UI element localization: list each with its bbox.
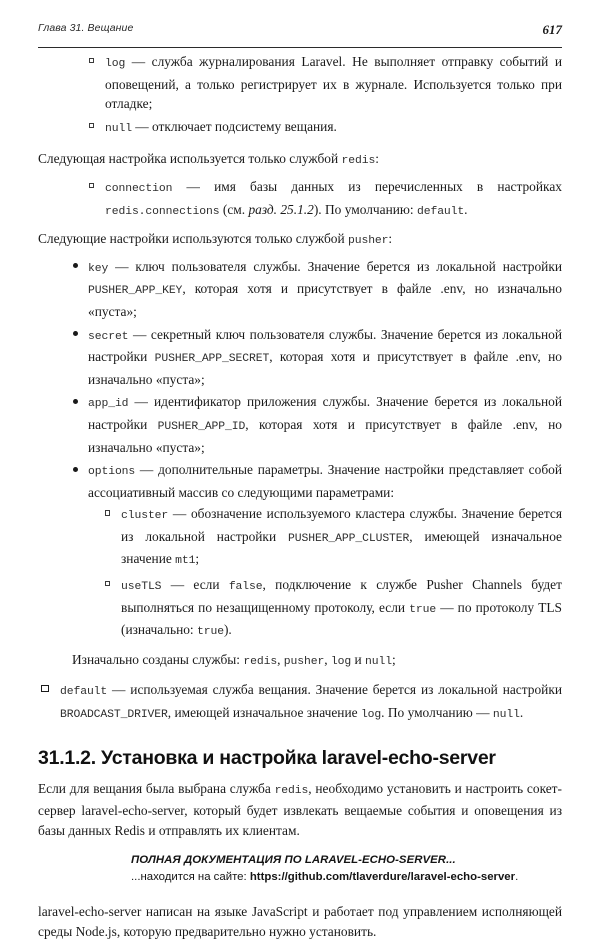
list-item: [72, 460, 562, 643]
code-token: mt1: [175, 555, 196, 568]
text-fragment: ;: [195, 551, 200, 567]
list-item: [72, 325, 562, 390]
services-list: [88, 52, 562, 139]
text-fragment: — секретный ключ пользователя службы. Значение берется из локальной настройки: [88, 326, 562, 365]
text-fragment: ,: [324, 651, 331, 667]
text-fragment: .: [515, 871, 519, 884]
item-text: — служба журналирования Laravel. Не выполняет отправку событий и оповещений, а только регистрирует их в журнале. Используется только при отладке;: [105, 54, 562, 112]
square-bullet-icon: [89, 123, 94, 128]
code-token: true: [197, 626, 224, 639]
text-fragment: ...находится на сайте:: [131, 871, 250, 884]
default-setting-list: [38, 680, 562, 725]
cross-reference: разд. 25.1.2: [248, 201, 314, 217]
text-fragment: Следующие настройки используются только службой: [38, 231, 348, 247]
text-fragment: , которая хотя и присутствует в файле .env, но изначально «пуста»;: [88, 349, 562, 387]
code-token: pusher: [347, 235, 389, 248]
code-token: BROADCAST_DRIVER: [60, 709, 168, 722]
code-token: true: [409, 603, 437, 616]
code-token: cluster: [121, 510, 169, 523]
code-token: log: [105, 58, 126, 70]
list-item: [88, 52, 562, 114]
code-token: PUSHER_APP_KEY: [88, 285, 183, 298]
code-token: key: [88, 262, 109, 275]
code-token: redis: [274, 784, 309, 797]
text-fragment: ).: [223, 622, 232, 638]
section-heading: 31.1.2. Установка и настройка laravel-echo-server: [38, 746, 496, 769]
text-fragment: :: [388, 231, 393, 247]
pusher-intro-paragraph: [38, 229, 562, 252]
list-item: [72, 257, 562, 322]
text-fragment: ). По умолчанию:: [313, 201, 417, 217]
running-head-chapter: Глава 31. Вещание: [38, 22, 134, 34]
code-token: secret: [88, 330, 129, 343]
callout-body: [131, 869, 556, 885]
text-fragment: ,: [277, 651, 284, 667]
code-token: redis.connections: [105, 205, 220, 218]
text-fragment: , которая хотя и присутствует в файле .env, но изначально «пуста»;: [88, 281, 562, 319]
text-fragment: (см.: [219, 201, 249, 217]
page-content: [38, 52, 562, 943]
code-token: default: [416, 205, 465, 218]
text-fragment: Изначально созданы службы:: [72, 651, 244, 667]
text-fragment: — по протоколу TLS (изначально:: [121, 599, 563, 638]
pusher-settings-list: [72, 257, 562, 643]
text-fragment: .: [519, 705, 524, 721]
round-bullet-icon: [73, 263, 78, 268]
section-intro-paragraph: [38, 779, 562, 841]
text-fragment: — ключ пользователя службы. Значение берется из локальной настройки: [108, 258, 562, 274]
redis-intro-paragraph: [38, 149, 562, 172]
code-token: useTLS: [121, 581, 162, 594]
code-token: PUSHER_APP_SECRET: [154, 353, 270, 366]
text-fragment: , подключение к службе Pusher Channels будет выполняться по незащищенному протоколу, если: [121, 577, 562, 615]
options-sub-list: [104, 504, 562, 643]
round-bullet-icon: [73, 467, 78, 472]
round-bullet-icon: [73, 399, 78, 404]
text-fragment: — используемая служба вещания. Значение берется из локальной настройки: [107, 682, 562, 698]
code-token: options: [88, 466, 136, 479]
callout-link[interactable]: https://github.com/tlaverdure/laravel-echo-server: [249, 871, 516, 884]
round-bullet-icon: [73, 331, 78, 336]
code-token: pusher: [283, 655, 325, 668]
list-item: [38, 680, 562, 725]
code-token: log: [330, 655, 352, 668]
code-token: app_id: [88, 398, 129, 411]
text-fragment: ;: [391, 651, 396, 667]
square-bullet-icon: [89, 58, 94, 63]
callout-box: [38, 853, 562, 885]
code-token: log: [360, 709, 382, 722]
callout-title: ПОЛНАЯ ДОКУМЕНТАЦИЯ ПО LARAVEL-ECHO-SERVER...: [131, 854, 456, 867]
text-fragment: — имя базы данных из перечисленных в настройках: [172, 178, 562, 194]
square-bullet-icon: [89, 183, 94, 188]
spacer: [38, 142, 562, 149]
running-head: [38, 22, 562, 48]
code-token: null: [492, 709, 520, 722]
text-fragment: Следующая настройка используется только службой: [38, 151, 342, 167]
code-token: PUSHER_APP_CLUSTER: [288, 532, 410, 545]
item-text: — отключает подсистему вещания.: [131, 118, 337, 134]
text-fragment: .: [464, 201, 468, 217]
text-fragment: . По умолчанию —: [381, 705, 493, 721]
list-item: [104, 504, 562, 572]
list-item: [88, 117, 562, 140]
text-fragment: — идентификатор приложения службы. Значение берется из локальной настройки: [88, 394, 562, 432]
code-token: false: [228, 581, 263, 594]
text-fragment: :: [375, 151, 379, 167]
page-number: 617: [542, 22, 562, 37]
code-token: null: [105, 122, 132, 135]
tail-paragraph: laravel-echo-server написан на языке JavaScript и работает под управлением исполняющей среды Node.js, которую предварительно нужно установить.: [38, 904, 562, 939]
code-token: redis: [243, 655, 278, 668]
text-fragment: — если: [161, 577, 229, 593]
spacer: [38, 673, 562, 680]
initial-services-paragraph: [72, 650, 562, 673]
text-fragment: — обозначение используемого кластера службы. Значение берется из локальной настройки: [121, 506, 562, 544]
text-fragment: — дополнительные параметры. Значение настройки представляет собой ассоциативный массив со следующими параметрами:: [88, 462, 562, 500]
hollow-square-bullet-icon: [41, 685, 49, 693]
text-fragment: Если для вещания была выбрана служба: [38, 780, 275, 796]
code-token: connection: [105, 182, 173, 195]
redis-settings-list: [88, 177, 562, 222]
code-token: PUSHER_APP_ID: [157, 420, 246, 433]
code-token: default: [60, 686, 108, 699]
list-item: [104, 575, 562, 643]
list-item: [88, 177, 562, 222]
text-fragment: , которая хотя и присутствует в файле .env, но изначально «пуста»;: [88, 416, 562, 455]
text-fragment: , имеющей изначальное значение: [121, 528, 562, 567]
square-bullet-icon: [105, 581, 110, 586]
square-bullet-icon: [105, 510, 110, 515]
list-item: [72, 392, 562, 457]
text-fragment: , имеющей изначальное значение: [167, 705, 361, 721]
text-fragment: и: [351, 651, 365, 667]
code-token: redis: [341, 155, 376, 168]
code-token: null: [365, 655, 392, 668]
text-fragment: , необходимо установить и настроить сокет-сервер laravel-echo-server, который будет извлекать вещаемые события и оповещения из базы данных Redis и отправлять их клиентам.: [38, 780, 562, 838]
